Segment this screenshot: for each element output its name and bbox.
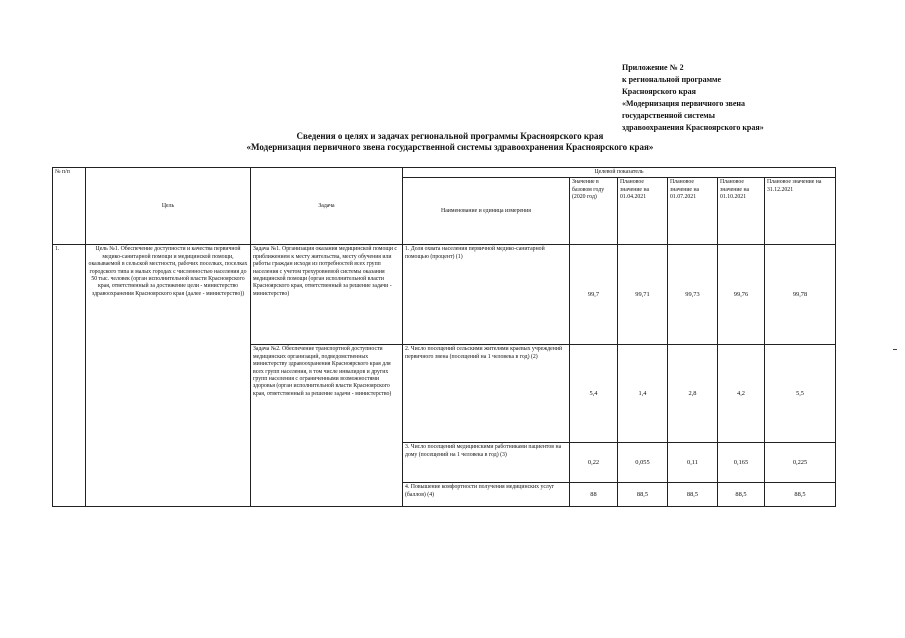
appendix-line: «Модернизация первичного звена [622, 99, 746, 108]
row-number: 1. [53, 245, 86, 507]
indicator-plan-q2: 88,5 [668, 483, 718, 507]
indicator-name: 2. Число посещений сельскими жителями краевых учреждений первичного звена (посещений на 1 человека в год) (2) [403, 345, 570, 443]
indicator-plan-q4: 5,5 [765, 345, 836, 443]
task-cell: Задача №2. Обеспечение транспортной доступности медицинских организаций, подведомственных министерству здравоохранения Красноярского края для всех групп населения, в том числе инвалидов и других групп населения с ограниченными возможностями здоровья (орган исполнительной власти Красноярского края, ответственный за решение задачи - министерство) [251, 345, 403, 507]
header-goal: Цель [86, 168, 251, 245]
header-indicator-name: Наименование и единица измерения [403, 178, 570, 245]
appendix-line: Приложение № 2 [622, 63, 684, 72]
header-indicator-group: Целевой показатель [403, 168, 836, 178]
header-plan-q1: Плановое значение на 01.04.2021 [618, 178, 668, 245]
indicator-plan-q2: 99,73 [668, 245, 718, 345]
indicator-name: 4. Повышение комфортности получения медицинских услуг (баллов) (4) [403, 483, 570, 507]
indicator-plan-q3: 88,5 [718, 483, 765, 507]
indicator-base: 88 [570, 483, 618, 507]
indicator-base: 5,4 [570, 345, 618, 443]
indicator-base: 0,22 [570, 443, 618, 483]
task-cell: Задача №1. Организация оказания медицинской помощи с приближением к месту жительства, месту обучения или работы граждан исходя из потребностей всех групп населения с учетом трехуровневой системы оказания медицинской помощи (орган исполнительной власти Красноярского края, ответственный за решение задачи - министерство) [251, 245, 403, 345]
goals-table [52, 167, 836, 507]
header-base-value: Значение в базовом году (2020 год) [570, 178, 618, 245]
header-plan-q4: Плановое значение на 31.12.2021 [765, 178, 836, 245]
appendix-block [622, 62, 764, 134]
indicator-plan-q2: 0,11 [668, 443, 718, 483]
document-title [180, 131, 720, 153]
indicator-plan-q3: 0,165 [718, 443, 765, 483]
indicator-base: 99,7 [570, 245, 618, 345]
header-plan-q3: Плановое значение на 01.10.2021 [718, 178, 765, 245]
appendix-line: здравоохранения Красноярского края» [622, 123, 764, 132]
indicator-name: 1. Доля охвата населения первичной медико-санитарной помощью (процент) (1) [403, 245, 570, 345]
indicator-plan-q4: 0,225 [765, 443, 836, 483]
indicator-plan-q2: 2,8 [668, 345, 718, 443]
header-task: Задача [251, 168, 403, 245]
indicator-plan-q4: 88,5 [765, 483, 836, 507]
table-row [53, 245, 836, 345]
indicator-plan-q1: 88,5 [618, 483, 668, 507]
goal-cell: Цель №1. Обеспечение доступности и качества первичной медико-санитарной помощи и медицинской помощи, оказываемой в сельской местности, рабочих поселках, поселках городского типа и малых городах с численностью населения до 50 тыс. человек (орган исполнительной власти Красноярского края, ответственный за достижение цели - министерство здравоохранения Красноярского края (далее - министерство)) [86, 245, 251, 507]
indicator-plan-q4: 99,78 [765, 245, 836, 345]
indicator-plan-q1: 99,71 [618, 245, 668, 345]
header-num: № п/п [53, 168, 86, 245]
title-line-1: Сведения о целях и задачах региональной программы Красноярского края [296, 131, 604, 141]
title-line-2: «Модернизация первичного звена государственной системы здравоохранения Красноярского края» [246, 142, 654, 152]
indicator-plan-q3: 4,2 [718, 345, 765, 443]
scan-mark [893, 349, 897, 350]
appendix-line: государственной системы [622, 111, 715, 120]
indicator-name: 3. Число посещений медицинскими работниками пациентов на дому (посещений на 1 человека в год) (3) [403, 443, 570, 483]
appendix-line: к региональной программе [622, 75, 722, 84]
indicator-plan-q3: 99,76 [718, 245, 765, 345]
appendix-line: Красноярского края [622, 87, 696, 96]
indicator-plan-q1: 1,4 [618, 345, 668, 443]
indicator-plan-q1: 0,055 [618, 443, 668, 483]
header-plan-q2: Плановое значение на 01.07.2021 [668, 178, 718, 245]
